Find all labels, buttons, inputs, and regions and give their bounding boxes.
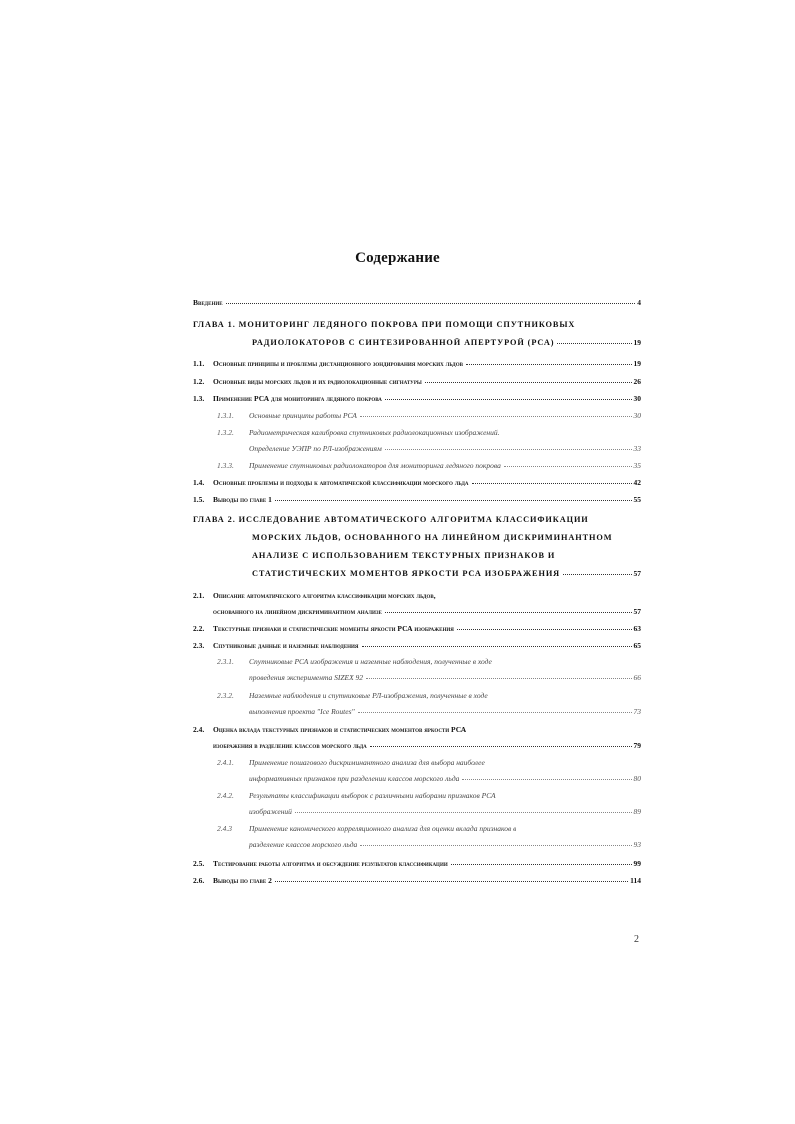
toc-entry-number: 2.4.2. — [217, 791, 234, 800]
leader-dots — [385, 449, 632, 450]
toc-entry-2-3-2-line1[interactable] — [193, 684, 641, 700]
leader-dots — [472, 483, 632, 484]
toc-chapter-1-line1[interactable] — [193, 313, 641, 329]
toc-entry-1-1[interactable] — [193, 352, 641, 368]
toc-entry-label: Спутниковые данные и наземные наблюдения — [213, 641, 359, 650]
toc-entry-label: изображений — [249, 807, 292, 816]
toc-entry-label: выполнения проекта "Ice Routes" — [249, 707, 355, 716]
toc-entry-1-3-2-line1[interactable] — [193, 421, 641, 437]
toc-entry-number: 1.4. — [193, 478, 205, 487]
toc-entry-1-5[interactable] — [193, 488, 641, 504]
toc-entry-page: 55 — [633, 495, 641, 504]
toc-entry-2-3-1-line2[interactable] — [193, 666, 641, 682]
toc-entry-label: Спутниковые РСА изображения и наземные наблюдения, полученные в ходе — [249, 657, 492, 666]
leader-dots — [226, 303, 636, 304]
toc-entry-page: 79 — [633, 741, 641, 750]
toc-entry-label: изображения в разделение классов морского льда — [213, 741, 367, 750]
toc-entry-page: 26 — [633, 377, 641, 386]
toc-chapter-label: ГЛАВА 1. МОНИТОРИНГ ЛЕДЯНОГО ПОКРОВА ПРИ ПОМОЩИ СПУТНИКОВЫХ — [193, 320, 576, 329]
toc-entry-1-3-1[interactable] — [193, 404, 641, 420]
leader-dots — [275, 500, 632, 501]
toc-entry-page: 65 — [633, 641, 641, 650]
toc-entry-number: 1.3.1. — [217, 411, 234, 420]
toc-entry-number: 2.3.2. — [217, 691, 234, 700]
toc-entry-number: 2.5. — [193, 859, 205, 868]
toc-chapter-2-line4[interactable] — [193, 562, 641, 578]
toc-entry-number: 1.3. — [193, 394, 205, 403]
toc-entry-2-4-3-line2[interactable] — [193, 833, 641, 849]
toc-entry-1-2[interactable] — [193, 370, 641, 386]
toc-entry-2-3-1-line1[interactable] — [193, 650, 641, 666]
toc-chapter-2-line3[interactable] — [193, 544, 641, 560]
toc-entry-page: 35 — [633, 461, 641, 470]
toc-entry-label: Основные принципы и проблемы дистанционного зондирования морских льдов — [213, 359, 463, 368]
leader-dots — [504, 466, 632, 467]
toc-entry-label: Применение спутниковых радиолокаторов для мониторинга ледяного покрова — [249, 461, 501, 470]
toc-chapter-label: РАДИОЛОКАТОРОВ С СИНТЕЗИРОВАННОЙ АПЕРТУРОЙ (РСА) — [252, 338, 555, 347]
leader-dots — [425, 382, 632, 383]
leader-dots — [462, 779, 631, 780]
toc-entry-page: 19 — [633, 338, 641, 347]
toc-entry-label: Применение пошагового дискриминантного анализа для выбора наиболее — [249, 758, 485, 767]
toc-chapter-1-line2[interactable] — [193, 331, 641, 347]
toc-chapter-label: АНАЛИЗЕ С ИСПОЛЬЗОВАНИЕМ ТЕКСТУРНЫХ ПРИЗНАКОВ И — [252, 551, 556, 560]
toc-entry-number: 1.3.2. — [217, 428, 234, 437]
toc-chapter-2-line2[interactable] — [193, 526, 641, 542]
leader-dots — [295, 812, 632, 813]
toc-entry-intro[interactable] — [193, 291, 641, 307]
toc-entry-page: 73 — [633, 707, 641, 716]
toc-entry-page: 57 — [633, 569, 641, 578]
toc-entry-1-3[interactable] — [193, 387, 641, 403]
toc-entry-page: 99 — [633, 859, 641, 868]
leader-dots — [358, 712, 632, 713]
toc-entry-1-3-3[interactable] — [193, 454, 641, 470]
toc-entry-2-3-2-line2[interactable] — [193, 700, 641, 716]
toc-entry-number: 2.3. — [193, 641, 205, 650]
page-title: Содержание — [355, 250, 440, 266]
toc-entry-2-4-2-line2[interactable] — [193, 800, 641, 816]
toc-entry-label: Основные виды морских льдов и их радиолокационные сигнатуры — [213, 377, 422, 386]
toc-entry-label: Определение УЭПР по РЛ-изображениям — [249, 444, 382, 453]
toc-entry-2-4-line2[interactable] — [193, 734, 641, 750]
leader-dots — [557, 343, 631, 344]
toc-entry-page: 57 — [633, 607, 641, 616]
toc-entry-number: 1.1. — [193, 359, 205, 368]
toc-entry-label: Применение РСА для мониторинга ледяного покрова — [213, 394, 382, 403]
toc-entry-label: Наземные наблюдения и спутниковые РЛ-изображения, полученные в ходе — [249, 691, 488, 700]
toc-chapter-label: ГЛАВА 2. ИССЛЕДОВАНИЕ АВТОМАТИЧЕСКОГО АЛГОРИТМА КЛАССИФИКАЦИИ — [193, 515, 589, 524]
leader-dots — [360, 416, 632, 417]
toc-entry-number: 2.6. — [193, 876, 205, 885]
toc-entry-label: Введение — [193, 298, 223, 307]
leader-dots — [366, 678, 631, 679]
page-number: 2 — [634, 934, 639, 945]
toc-entry-page: 66 — [633, 673, 641, 682]
toc-entry-1-3-2-line2[interactable] — [193, 437, 641, 453]
toc-entry-label: Основные проблемы и подходы к автоматической классификации морского льда — [213, 478, 469, 487]
toc-entry-label: Результаты классификации выборок с различными наборами признаков РСА — [249, 791, 496, 800]
toc-entry-label: Тестирование работы алгоритма и обсуждение результатов классификации — [213, 859, 448, 868]
toc-entry-page: 19 — [633, 359, 641, 368]
toc-entry-2-2[interactable] — [193, 617, 641, 633]
toc-entry-page: 33 — [633, 444, 641, 453]
toc-entry-number: 2.1. — [193, 591, 205, 600]
toc-entry-label: Текстурные признаки и статистические моменты яркости РСА изображения — [213, 624, 454, 633]
toc-entry-number: 2.2. — [193, 624, 205, 633]
toc-entry-page: 4 — [637, 298, 641, 307]
leader-dots — [563, 574, 631, 575]
toc-entry-2-1-line1[interactable] — [193, 584, 641, 600]
leader-dots — [451, 864, 632, 865]
toc-entry-page: 30 — [633, 411, 641, 420]
toc-entry-number: 2.4. — [193, 725, 205, 734]
toc-entry-page: 30 — [633, 394, 641, 403]
toc-entry-label: Основные принципы работы РСА — [249, 411, 357, 420]
leader-dots — [360, 845, 631, 846]
leader-dots — [457, 629, 632, 630]
toc-entry-number: 2.4.3 — [217, 824, 232, 833]
toc-entry-label: основанного на линейном дискриминантном анализе — [213, 607, 382, 616]
toc-entry-2-1-line2[interactable] — [193, 600, 641, 616]
toc-entry-label: проведения эксперимента SIZEX 92 — [249, 673, 364, 682]
toc-entry-2-4-1-line2[interactable] — [193, 767, 641, 783]
toc-entry-number: 1.2. — [193, 377, 205, 386]
toc-entry-label: Выводы по главе 1 — [213, 495, 272, 504]
toc-entry-1-4[interactable] — [193, 471, 641, 487]
toc-entry-2-4-3-line1[interactable] — [193, 817, 641, 833]
toc-entry-2-6[interactable] — [193, 869, 641, 885]
toc-chapter-2-line1[interactable] — [193, 508, 641, 524]
leader-dots — [466, 364, 632, 365]
toc-entry-label: Выводы по главе 2 — [213, 876, 272, 885]
toc-chapter-label: МОРСКИХ ЛЬДОВ, ОСНОВАННОГО НА ЛИНЕЙНОМ ДИСКРИМИНАНТНОМ — [252, 533, 613, 542]
toc-entry-number: 2.4.1. — [217, 758, 234, 767]
toc-entry-page: 80 — [633, 774, 641, 783]
toc-entry-page: 89 — [633, 807, 641, 816]
toc-entry-2-4-1-line1[interactable] — [193, 751, 641, 767]
toc-entry-2-3[interactable] — [193, 634, 641, 650]
toc-entry-number: 1.5. — [193, 495, 205, 504]
leader-dots — [275, 881, 628, 882]
toc-entry-page: 114 — [630, 876, 641, 885]
toc-entry-page: 93 — [633, 840, 641, 849]
toc-entry-label: Применение канонического корреляционного анализа для оценки вклада признаков в — [249, 824, 517, 833]
toc-entry-number: 1.3.3. — [217, 461, 234, 470]
toc-entry-label: информативных признаков при разделении классов морского льда — [249, 774, 460, 783]
toc-entry-label: Описание автоматического алгоритма классификации морских льдов, — [213, 591, 436, 600]
toc-entry-2-5[interactable] — [193, 852, 641, 868]
toc-entry-2-4-2-line1[interactable] — [193, 784, 641, 800]
toc-entry-label: Оценка вклада текстурных признаков и статистических моментов яркости РСА — [213, 725, 467, 734]
leader-dots — [370, 746, 632, 747]
toc-chapter-label: СТАТИСТИЧЕСКИХ МОМЕНТОВ ЯРКОСТИ РСА ИЗОБРАЖЕНИЯ — [252, 569, 561, 578]
toc-entry-page: 63 — [633, 624, 641, 633]
leader-dots — [385, 612, 632, 613]
toc-entry-label: разделение классов морского льда — [249, 840, 358, 849]
leader-dots — [362, 646, 632, 647]
toc-entry-number: 2.3.1. — [217, 657, 234, 666]
toc-entry-2-4-line1[interactable] — [193, 718, 641, 734]
toc-entry-label: Радиометрическая калибровка спутниковых радиолокационных изображений. — [249, 428, 500, 437]
leader-dots — [385, 399, 632, 400]
toc-entry-page: 42 — [633, 478, 641, 487]
